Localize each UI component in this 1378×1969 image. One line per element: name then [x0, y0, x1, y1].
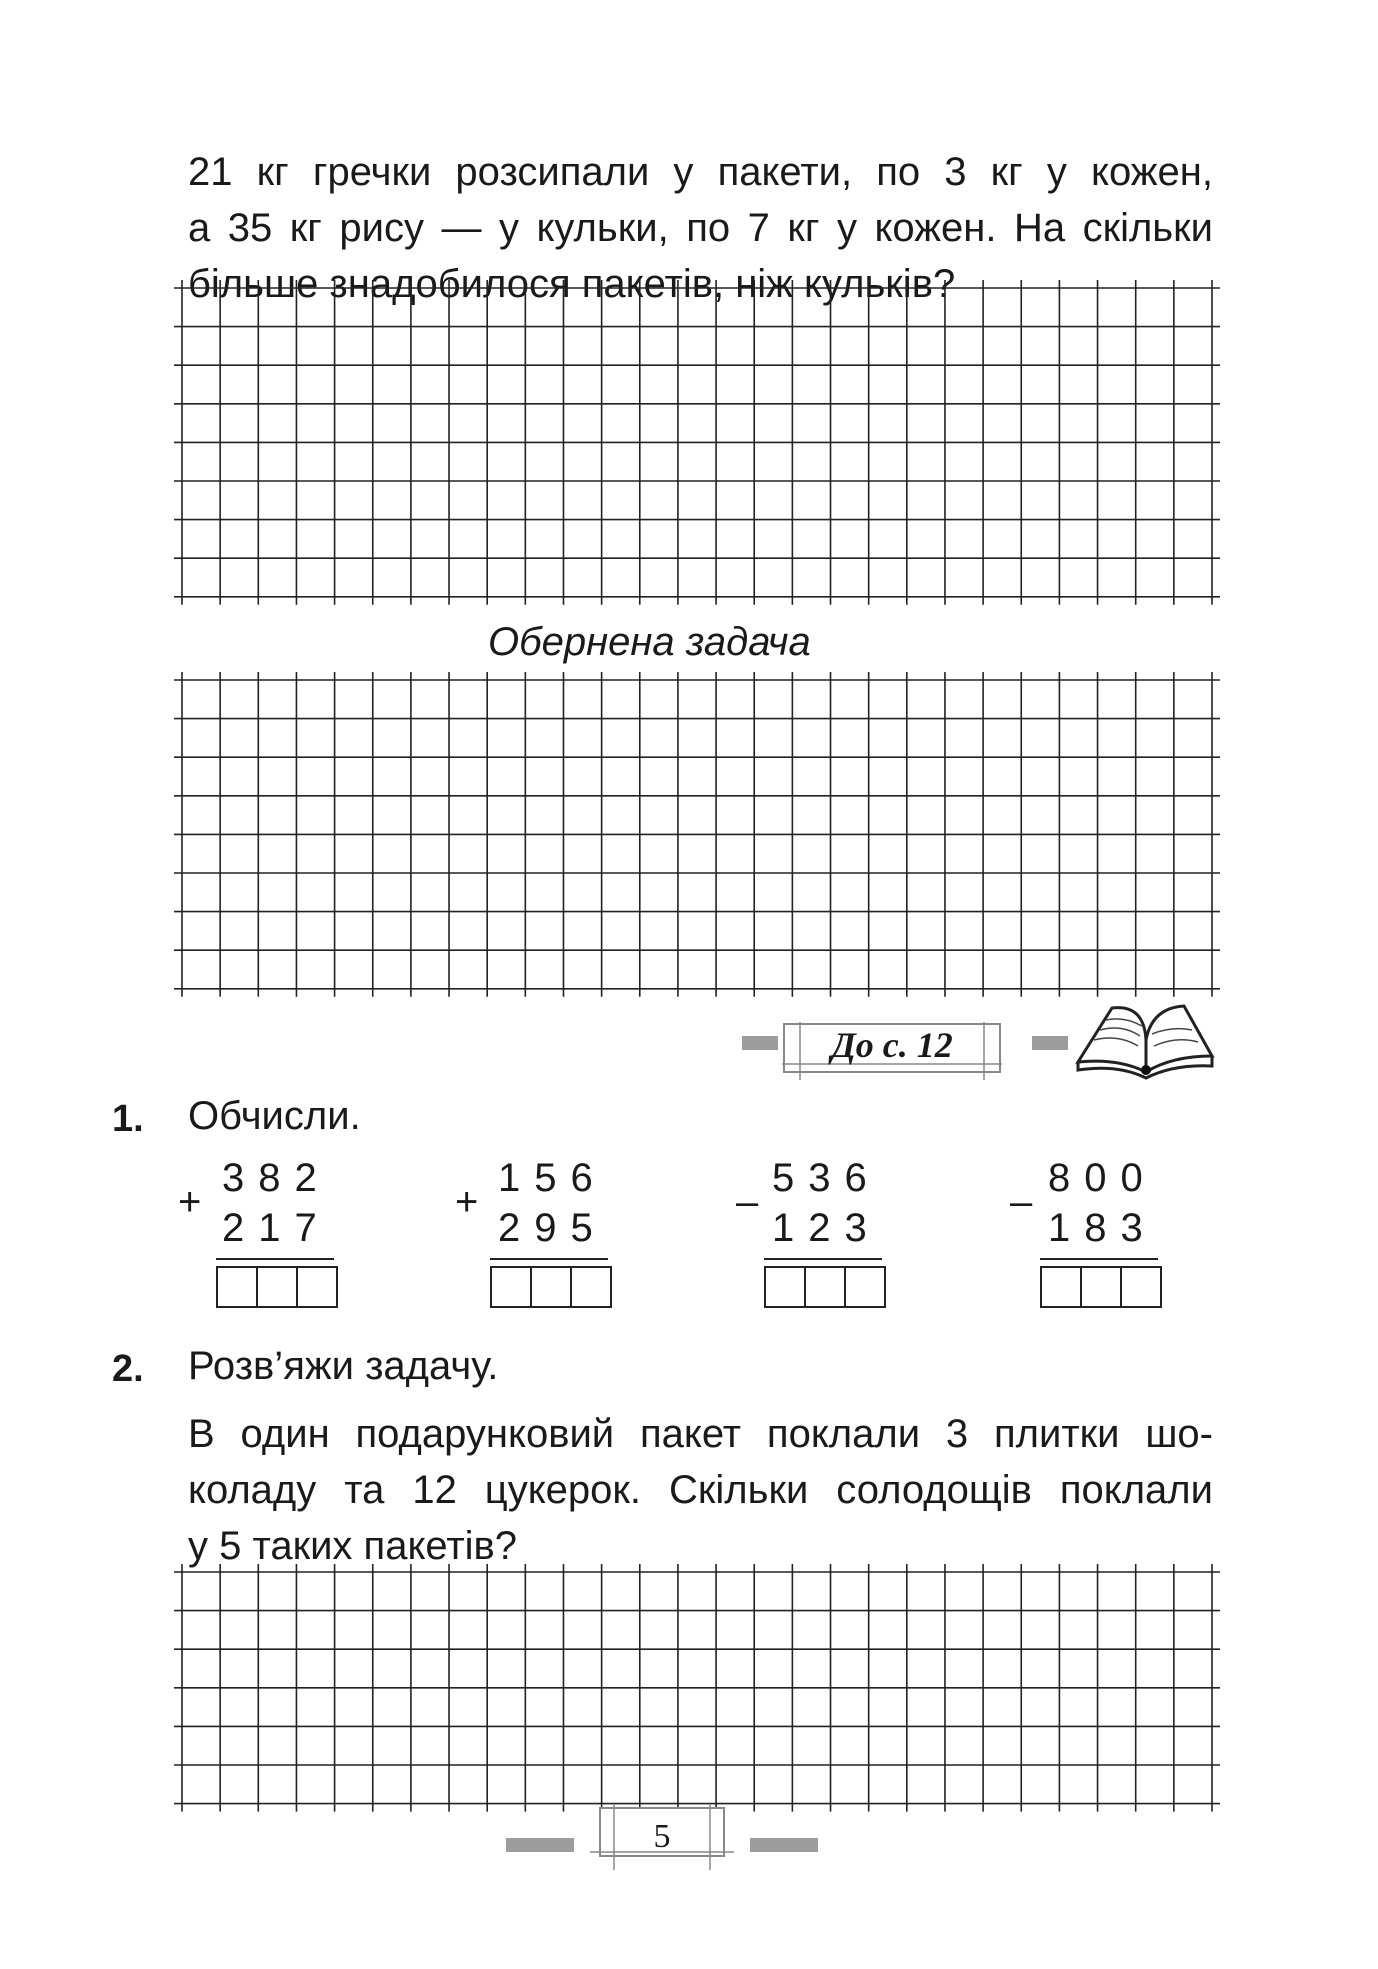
answer-box[interactable]: [1120, 1266, 1162, 1308]
answer-box[interactable]: [216, 1266, 258, 1308]
bottom-operand: 123: [772, 1206, 881, 1250]
answer-boxes: [216, 1266, 338, 1308]
operator: –: [1010, 1180, 1033, 1224]
answer-box[interactable]: [1080, 1266, 1122, 1308]
answer-boxes: [764, 1266, 886, 1308]
bottom-operand: 295: [498, 1206, 607, 1250]
answer-box[interactable]: [570, 1266, 612, 1308]
answer-box[interactable]: [764, 1266, 806, 1308]
task2-heading: Розв’яжи задачу.: [188, 1344, 499, 1388]
answer-box[interactable]: [256, 1266, 298, 1308]
inverse-problem-title: Обернена задача: [488, 620, 811, 664]
footer-left-bar: [506, 1838, 574, 1852]
top-operand: 382: [222, 1156, 331, 1200]
answer-box[interactable]: [490, 1266, 532, 1308]
tag-right-bar: [1032, 1036, 1068, 1050]
task1-heading: Обчисли.: [188, 1094, 361, 1138]
bottom-operand: 183: [1048, 1206, 1157, 1250]
page-number: 5: [653, 1818, 671, 1855]
answer-box[interactable]: [530, 1266, 572, 1308]
footer-right-bar: [750, 1838, 818, 1852]
sum-line: [490, 1258, 608, 1260]
difference-line: [1040, 1258, 1158, 1260]
answer-box[interactable]: [1040, 1266, 1082, 1308]
problem-line: більше знадобилося пакетів, ніж кульків?: [188, 262, 956, 306]
answer-boxes: [1040, 1266, 1162, 1308]
task1-number: 1.: [112, 1098, 144, 1140]
problem-line: 21 кг гречки розсипали у пакети, по 3 кг у кожен,: [188, 150, 1213, 194]
answer-grid-3[interactable]: [174, 1564, 1220, 1812]
operator: +: [178, 1180, 202, 1224]
bottom-operand: 217: [222, 1206, 331, 1250]
reference-tag-label: До с. 12: [831, 1025, 953, 1065]
difference-line: [764, 1258, 882, 1260]
answer-grid-1[interactable]: [174, 280, 1220, 605]
answer-box[interactable]: [804, 1266, 846, 1308]
tag-left-bar: [742, 1036, 778, 1050]
task2-line: В один подарунковий пакет поклали 3 плитки шо-: [188, 1412, 1213, 1456]
problem-line: а 35 кг рису — у кульки, по 7 кг у кожен. На скільки: [188, 206, 1213, 250]
operator: –: [736, 1180, 759, 1224]
sum-line: [216, 1258, 334, 1260]
top-operand: 800: [1048, 1156, 1157, 1200]
task2-text: [188, 1406, 1213, 1574]
operator: +: [455, 1180, 479, 1224]
answer-boxes: [490, 1266, 612, 1308]
top-operand: 536: [772, 1156, 881, 1200]
answer-box[interactable]: [844, 1266, 886, 1308]
answer-box[interactable]: [296, 1266, 338, 1308]
task2-line: коладу та 12 цукерок. Скільки солодощів поклали: [188, 1468, 1213, 1512]
top-operand: 156: [498, 1156, 607, 1200]
task2-line: у 5 таких пакетів?: [188, 1524, 518, 1568]
answer-grid-2[interactable]: [174, 672, 1220, 997]
task2-number: 2.: [112, 1348, 144, 1390]
open-book-icon: [1072, 1000, 1216, 1080]
